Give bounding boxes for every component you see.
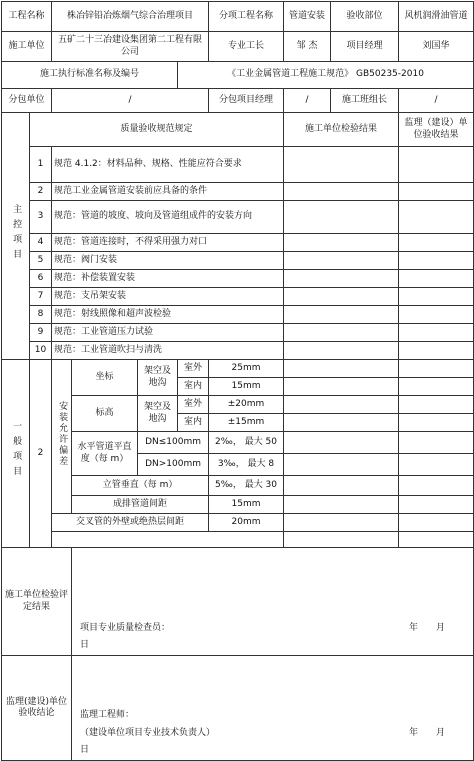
main-item-9-unit-result[interactable] (284, 324, 399, 342)
foreman-value: 邹 杰 (284, 32, 331, 62)
inspector-label: 项目专业质量检查员： (80, 622, 171, 633)
main-item-1-text: 规范 4.1.2：材料品种、规格、性能应符合要求 (52, 147, 284, 183)
main-item-3-supervision-result[interactable] (399, 201, 474, 234)
hstraight-label: 水平管道平直度（每 m） (72, 432, 138, 476)
elev-outdoor-label: 室外 (178, 396, 209, 414)
elev-outdoor-value: ±20mm (209, 396, 284, 414)
supervision-year-month (409, 728, 445, 739)
supervision-year: 年 (409, 727, 419, 738)
subcontractor-label: 分包单位 (2, 89, 52, 113)
main-item-10-no: 10 (30, 342, 52, 360)
sub-project-label: 分项工程名称 (209, 2, 284, 32)
main-item-9-no: 9 (30, 324, 52, 342)
vertical-value: 5‰， 最大 30 (209, 476, 284, 496)
main-item-8-unit-result[interactable] (284, 306, 399, 324)
main-items-label-text: 主控项目 (11, 203, 22, 264)
cross-supervision-result[interactable] (399, 514, 474, 532)
dn-small-value: 2‰， 最大 50 (209, 432, 284, 454)
tech-leader-label: （建设单位项目专业技术负责人） (80, 727, 216, 738)
supervision-cell[interactable] (72, 656, 474, 761)
main-item-10-unit-result[interactable] (284, 342, 399, 360)
acceptance-part-value: 风机润滑油管道 (399, 2, 474, 32)
main-item-7-text: 规范：支吊架安装 (52, 288, 284, 306)
engineer-label: 监理工程师： (80, 710, 135, 721)
cross-value: 20mm (209, 514, 284, 532)
inspection-form-table (1, 1, 474, 761)
inspector-year-month (409, 623, 445, 634)
main-items-label (2, 113, 30, 360)
dn-small-unit-result[interactable] (284, 432, 399, 454)
dn-large-unit-result[interactable] (284, 454, 399, 476)
coord-outdoor-unit-result[interactable] (284, 360, 399, 378)
tolerance-sublabel (52, 360, 72, 514)
main-item-2-unit-result[interactable] (284, 183, 399, 201)
coord-indoor-unit-result[interactable] (284, 378, 399, 396)
main-item-9-supervision-result[interactable] (399, 324, 474, 342)
pm-value: 刘国华 (399, 32, 474, 62)
vertical-supervision-result[interactable] (399, 476, 474, 496)
coord-outdoor-supervision-result[interactable] (399, 360, 474, 378)
tech-leader-line (74, 728, 471, 739)
elev-overhead-label: 架空及地沟 (138, 396, 178, 432)
vertical-unit-result[interactable] (284, 476, 399, 496)
main-item-1-supervision-result[interactable] (399, 147, 474, 183)
main-item-1-no: 1 (30, 147, 52, 183)
coord-label: 坐标 (72, 360, 138, 396)
project-name-value: 株冶锌铅冶炼烟气综合治理项目 (52, 2, 209, 32)
elev-label: 标高 (72, 396, 138, 432)
sub-project-value: 管道安装 (284, 2, 331, 32)
main-item-6-no: 6 (30, 270, 52, 288)
elev-indoor-value: ±15mm (209, 414, 284, 432)
tolerance-sublabel-text: 安装允许偏差 (57, 401, 68, 468)
general-empty-supervision-result[interactable] (399, 532, 474, 548)
main-item-4-supervision-result[interactable] (399, 234, 474, 252)
team-leader-label: 施工班组长 (331, 89, 399, 113)
coord-outdoor-label: 室外 (178, 360, 209, 378)
main-item-6-text: 规范：补偿装置安装 (52, 270, 284, 288)
inspector-month: 月 (436, 622, 446, 633)
team-leader-value: / (399, 89, 474, 113)
supervision-check-header: 监理（建设）单位验收结果 (399, 113, 474, 147)
standard-value: 《工业金属管道工程施工规范》 GB50235-2010 (178, 62, 474, 89)
main-item-2-supervision-result[interactable] (399, 183, 474, 201)
elev-outdoor-supervision-result[interactable] (399, 396, 474, 414)
dn-large-value: 3‰， 最大 8 (209, 454, 284, 476)
dn-small-supervision-result[interactable] (399, 432, 474, 454)
main-item-10-text: 规范：工业管道吹扫与清洗 (52, 342, 284, 360)
main-item-4-text: 规范：管道连接时，不得采用强力对口 (52, 234, 284, 252)
supervision-month: 月 (436, 727, 446, 738)
sub-pm-value: / (284, 89, 331, 113)
supervision-label: 监理(建设)单位验收结论 (2, 656, 72, 761)
elev-outdoor-unit-result[interactable] (284, 396, 399, 414)
main-item-8-text: 规范：射线照像和超声波检验 (52, 306, 284, 324)
coord-indoor-label: 室内 (178, 378, 209, 396)
main-item-2-no: 2 (30, 183, 52, 201)
main-item-8-no: 8 (30, 306, 52, 324)
spacing-value: 15mm (209, 496, 284, 514)
construction-unit-value: 五矿二十三冶建设集团第二工程有限公司 (52, 32, 209, 62)
elev-indoor-supervision-result[interactable] (399, 414, 474, 432)
cross-unit-result[interactable] (284, 514, 399, 532)
main-item-6-supervision-result[interactable] (399, 270, 474, 288)
quality-rules-header: 质量验收规范规定 (30, 113, 284, 147)
acceptance-part-label: 验收部位 (331, 2, 399, 32)
inspector-year: 年 (409, 622, 419, 633)
main-item-5-unit-result[interactable] (284, 252, 399, 270)
elev-indoor-unit-result[interactable] (284, 414, 399, 432)
main-item-5-supervision-result[interactable] (399, 252, 474, 270)
unit-eval-label: 施工单位检验评定结果 (2, 548, 72, 656)
unit-eval-cell[interactable] (72, 548, 474, 656)
inspector-line (74, 623, 471, 634)
sub-pm-label: 分包项目经理 (209, 89, 284, 113)
main-item-6-unit-result[interactable] (284, 270, 399, 288)
general-items-label-text: 一般项目 (11, 421, 22, 482)
dn-large-supervision-result[interactable] (399, 454, 474, 476)
pm-label: 项目经理 (331, 32, 399, 62)
general-empty-cell (52, 532, 284, 548)
coord-indoor-value: 15mm (209, 378, 284, 396)
coord-outdoor-value: 25mm (209, 360, 284, 378)
spacing-unit-result[interactable] (284, 496, 399, 514)
main-item-4-unit-result[interactable] (284, 234, 399, 252)
project-name-label: 工程名称 (2, 2, 52, 32)
standard-label: 施工执行标准名称及编号 (2, 62, 178, 89)
main-item-4-no: 4 (30, 234, 52, 252)
dn-large-label: DN>100mm (138, 454, 209, 476)
dn-small-label: DN≤100mm (138, 432, 209, 454)
inspector-day: 日 (80, 639, 90, 650)
main-item-7-no: 7 (30, 288, 52, 306)
main-item-1-unit-result[interactable] (284, 147, 399, 183)
construction-unit-label: 施工单位 (2, 32, 52, 62)
general-items-label (2, 360, 30, 548)
main-item-10-supervision-result[interactable] (399, 342, 474, 360)
coord-indoor-supervision-result[interactable] (399, 378, 474, 396)
main-item-2-text: 规范工业金属管道安装前应具备的条件 (52, 183, 284, 201)
main-item-3-unit-result[interactable] (284, 201, 399, 234)
main-item-3-no: 3 (30, 201, 52, 234)
main-item-3-text: 规范：管道的坡度、坡向及管道组成件的安装方向 (52, 201, 284, 234)
foreman-label: 专业工长 (209, 32, 284, 62)
main-item-5-text: 规范：阀门安装 (52, 252, 284, 270)
unit-check-header: 施工单位检验结果 (284, 113, 399, 147)
coord-overhead-label: 架空及地沟 (138, 360, 178, 396)
vertical-label: 立管垂直（每 m） (72, 476, 209, 496)
elev-indoor-label: 室内 (178, 414, 209, 432)
main-item-7-supervision-result[interactable] (399, 288, 474, 306)
main-item-9-text: 规范：工业管道压力试验 (52, 324, 284, 342)
cross-label: 交叉管的外壁或绝热层间距 (52, 514, 209, 532)
spacing-label: 成排管道间距 (72, 496, 209, 514)
subcontractor-value: / (52, 89, 209, 113)
supervision-day: 日 (80, 744, 90, 755)
spacing-supervision-result[interactable] (399, 496, 474, 514)
general-item-no: 2 (30, 360, 52, 548)
main-item-8-supervision-result[interactable] (399, 306, 474, 324)
general-empty-unit-result[interactable] (284, 532, 399, 548)
main-item-5-no: 5 (30, 252, 52, 270)
main-item-7-unit-result[interactable] (284, 288, 399, 306)
